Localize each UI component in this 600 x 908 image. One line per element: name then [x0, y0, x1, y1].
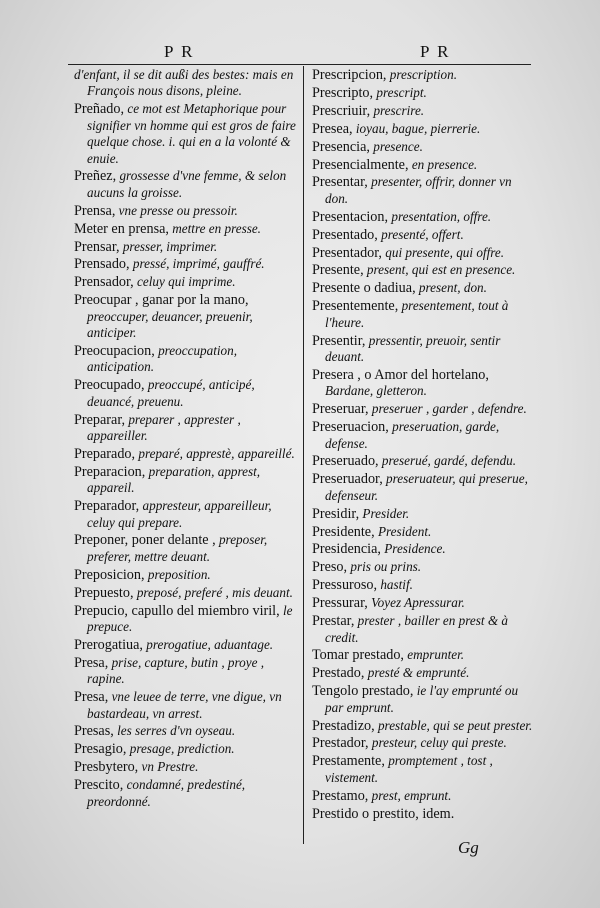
dictionary-entry: [312, 174, 534, 207]
entry-headword: Prepucio, capullo del miembro viril,: [74, 602, 280, 619]
entry-translation: ce mot est Metaphorique pour signifier vn homme qui est gros de faire quelque chose. i. qui en a la volonté & enuie.: [87, 101, 296, 166]
entry-headword: Preseruar,: [312, 401, 369, 418]
entry-headword: Presencialmente,: [312, 156, 409, 173]
entry-translation: preseruation, garde, defense.: [325, 419, 500, 451]
dictionary-entry: [312, 139, 534, 155]
entry-translation: prescrire.: [370, 102, 425, 118]
dictionary-entry: [312, 471, 534, 504]
entry-headword: Prescriuir,: [312, 102, 371, 119]
dictionary-entry: [312, 595, 534, 611]
entry-translation: presage, prediction.: [126, 741, 235, 757]
dictionary-entry: [312, 559, 534, 575]
dictionary-entry: [74, 603, 296, 636]
entry-translation: ie l'ay emprunté ou par emprunt.: [325, 683, 519, 715]
entry-headword: Pressuroso,: [312, 577, 378, 594]
dictionary-entry: [312, 665, 534, 681]
dictionary-entry: [74, 377, 296, 410]
entry-headword: Preñez,: [74, 168, 117, 185]
dictionary-entry: [74, 239, 296, 255]
dictionary-entry: [312, 67, 534, 83]
entry-translation: mettre en presse.: [168, 220, 261, 236]
right-column: [312, 67, 534, 823]
entry-headword: Prestamente,: [312, 753, 385, 770]
entry-translation: preseruateur, qui preserue, defenseur.: [325, 471, 528, 503]
entry-translation: preparer , apprester , appareiller.: [87, 411, 241, 444]
entry-translation: le prepuce.: [87, 602, 293, 634]
entry-headword: Prestido o prestito, idem.: [312, 805, 455, 822]
entry-headword: Prensar,: [74, 238, 120, 255]
dictionary-entry: [312, 333, 534, 366]
dictionary-entry: [312, 298, 534, 331]
entry-headword: Preparar,: [74, 411, 126, 428]
entry-headword: Preso,: [312, 559, 348, 576]
entry-headword: Preparado,: [74, 445, 136, 462]
entry-translation: presenter, offrir, donner vn don.: [325, 174, 512, 206]
dictionary-entry: [312, 367, 534, 400]
entry-translation: grossesse d'vne femme, & selon aucuns la groisse.: [87, 168, 287, 200]
entry-headword: Presbytero,: [74, 759, 139, 776]
dictionary-entry: [312, 541, 534, 557]
entry-headword: Presentador,: [312, 244, 382, 261]
entry-headword: Presente,: [312, 262, 364, 279]
entry-translation: preoccuper, deuancer, preuenir, anticiper.: [87, 308, 253, 341]
dictionary-entry: [74, 221, 296, 237]
dictionary-entry: [312, 613, 534, 646]
dictionary-entry: [312, 647, 534, 663]
entry-headword: Presa,: [74, 689, 109, 706]
entry-headword: Prestador,: [312, 735, 369, 752]
dictionary-entry: [312, 453, 534, 469]
dictionary-entry: [312, 401, 534, 417]
entry-translation: qui presente, qui offre.: [381, 244, 505, 260]
entry-translation: presté & emprunté.: [364, 665, 470, 681]
entry-headword: Prescito,: [74, 777, 124, 794]
dictionary-entry: [74, 585, 296, 601]
entry-translation: presenté, offert.: [377, 226, 464, 242]
entry-headword: Preponer, poner delante ,: [74, 532, 216, 549]
entry-headword: Prerogatiua,: [74, 636, 143, 653]
entry-headword: Preposicion,: [74, 566, 145, 583]
dictionary-entry: [312, 280, 534, 296]
dictionary-entry: [74, 567, 296, 583]
header-left: P R: [164, 42, 195, 61]
entry-translation: present, don.: [415, 280, 487, 296]
entry-translation: President.: [374, 523, 432, 539]
dictionary-entry: [312, 735, 534, 751]
entry-translation: condamné, predestiné, preordonné.: [87, 777, 246, 809]
entry-translation: presence.: [369, 138, 423, 154]
dictionary-entry: [312, 121, 534, 137]
entry-translation: en presence.: [408, 156, 478, 172]
left-column: [74, 67, 296, 811]
entry-translation: Voyez Apressurar.: [367, 595, 465, 611]
dictionary-entry: [312, 506, 534, 522]
entry-headword: Prensa,: [74, 202, 116, 219]
entry-translation: preposition.: [144, 566, 211, 582]
entry-translation: Bardane, gletteron.: [325, 383, 427, 399]
entry-headword: Prescripcion,: [312, 67, 387, 83]
entry-headword: Presa,: [74, 654, 109, 671]
dictionary-entry: [312, 103, 534, 119]
entry-headword: Preseruador,: [312, 471, 383, 488]
dictionary-entry: [312, 718, 534, 734]
dictionary-entry: [74, 446, 296, 462]
dictionary-entry: [74, 532, 296, 565]
entry-headword: Presente o dadiua,: [312, 280, 416, 297]
entry-translation: prerogatiue, aduantage.: [142, 636, 274, 652]
dictionary-entry: [312, 209, 534, 225]
dictionary-entry: [74, 292, 296, 341]
entry-headword: Presidencia,: [312, 541, 381, 558]
dictionary-entry: [74, 759, 296, 775]
dictionary-entry: [312, 788, 534, 804]
entry-headword: Presidente,: [312, 523, 375, 540]
dictionary-entry: [74, 464, 296, 497]
entry-translation: prise, capture, butin , proye , rapine.: [87, 654, 265, 687]
entry-translation: presentement, tout à l'heure.: [325, 298, 509, 330]
entry-headword: Prestamo,: [312, 787, 369, 804]
entry-headword: Preocupacion,: [74, 343, 155, 359]
entry-headword: Presagio,: [74, 741, 127, 758]
entry-translation: preposé, preferé , mis deuant.: [133, 584, 293, 600]
entry-headword: Preseruado,: [312, 453, 379, 470]
dictionary-entry: [312, 262, 534, 278]
entry-translation: hastif.: [377, 577, 413, 593]
entry-headword: Preocupado,: [74, 377, 145, 394]
entry-headword: Presentir,: [312, 332, 366, 349]
entry-translation: preseruer , garder , defendre.: [368, 401, 527, 417]
entry-headword: Presentado,: [312, 226, 378, 243]
entry-translation: prester , bailler en prest & à credit.: [325, 613, 508, 645]
entry-translation: preoccupé, anticipé, deuancé, preuenu.: [87, 377, 255, 409]
entry-translation: Presidence.: [380, 541, 446, 557]
entry-translation: d'enfant, il se dit außi des bestes: mais en François nous disons, pleine.: [74, 67, 294, 99]
entry-translation: emprunter.: [403, 647, 465, 663]
dictionary-entry: [74, 101, 296, 167]
entry-headword: Prestadizo,: [312, 717, 375, 734]
entry-headword: Tomar prestado,: [312, 647, 404, 664]
entry-translation: preoccupation, anticipation.: [87, 343, 238, 375]
entry-headword: Meter en prensa,: [74, 220, 169, 237]
dictionary-entry: [74, 498, 296, 531]
dictionary-entry: [74, 274, 296, 290]
entry-translation: prescript.: [373, 84, 427, 100]
entry-headword: Prestar,: [312, 613, 355, 630]
entry-translation: Presider.: [359, 505, 410, 521]
entry-headword: Preparacion,: [74, 463, 146, 480]
entry-translation: prest, emprunt.: [368, 787, 452, 803]
entry-translation: prestable, qui se peut prester.: [374, 717, 533, 733]
dictionary-entry: [312, 419, 534, 452]
entry-headword: Preñado,: [74, 101, 125, 118]
entry-translation: pris ou prins.: [347, 559, 422, 575]
dictionary-entry: [312, 157, 534, 173]
entry-headword: Presencia,: [312, 138, 370, 155]
entry-headword: Prestado,: [312, 665, 365, 682]
entry-translation: vn Prestre.: [138, 759, 199, 775]
dictionary-entry: [312, 524, 534, 540]
entry-headword: Prensado,: [74, 256, 130, 273]
entry-headword: Prensador,: [74, 274, 134, 291]
entry-headword: Prescripto,: [312, 84, 374, 101]
entry-headword: Prepuesto,: [74, 584, 134, 601]
entry-headword: Preseruacion,: [312, 419, 389, 436]
dictionary-entry: [74, 412, 296, 445]
dictionary-entry: [74, 67, 296, 100]
header-right: P R: [420, 42, 451, 61]
entry-translation: prescription.: [386, 67, 458, 82]
entry-translation: vne presse ou pressoir.: [115, 202, 238, 218]
dictionary-entry: [74, 168, 296, 201]
dictionary-entry: [74, 256, 296, 272]
dictionary-entry: [312, 753, 534, 786]
entry-translation: les serres d'vn oyseau.: [113, 723, 236, 739]
entry-headword: Preparador,: [74, 498, 140, 515]
entry-translation: presteur, celuy qui preste.: [368, 735, 507, 751]
dictionary-entry: [74, 741, 296, 757]
dictionary-entry: [74, 723, 296, 739]
entry-translation: preparé, apprestè, appareillé.: [135, 445, 295, 461]
dictionary-entry: [312, 683, 534, 716]
entry-translation: preserué, gardé, defendu.: [378, 453, 517, 469]
entry-translation: vne leuee de terre, vne digue, vn bastardeau, vn arrest.: [87, 689, 282, 721]
entry-translation: celuy qui imprime.: [133, 274, 236, 290]
entry-headword: Pressurar,: [312, 595, 368, 612]
entry-headword: Tengolo prestado,: [312, 683, 414, 700]
dictionary-entry: [312, 577, 534, 593]
entry-translation: pressentir, preuoir, sentir deuant.: [325, 332, 501, 364]
entry-headword: Preocupar , ganar por la mano,: [74, 292, 249, 309]
entry-translation: preparation, apprest, appareil.: [87, 463, 261, 496]
dictionary-entry: [74, 343, 296, 376]
entry-headword: Presentemente,: [312, 298, 399, 315]
entry-translation: appresteur, appareilleur, celuy qui prepare.: [87, 498, 272, 530]
running-header: [60, 42, 530, 62]
entry-headword: Presera , o Amor del hortelano,: [312, 366, 489, 383]
entry-translation: promptement , tost , vistement.: [325, 753, 493, 785]
dictionary-entry: [74, 637, 296, 653]
dictionary-entry: [74, 689, 296, 722]
dictionary-entry: [312, 85, 534, 101]
entry-headword: Presidir,: [312, 505, 360, 522]
entry-translation: pressé, imprimé, gauffré.: [129, 256, 265, 272]
entry-translation: preposer, preferer, mettre deuant.: [87, 532, 268, 564]
column-divider: [303, 66, 304, 844]
dictionary-entry: [74, 777, 296, 810]
entry-translation: ioyau, bague, pierrerie.: [352, 120, 481, 136]
entry-headword: Presea,: [312, 120, 353, 137]
dictionary-entry: [74, 655, 296, 688]
entry-translation: presser, imprimer.: [119, 238, 218, 254]
entry-headword: Presentar,: [312, 174, 368, 191]
entry-headword: Presas,: [74, 723, 114, 740]
dictionary-entry: [74, 203, 296, 219]
entry-headword: Presentacion,: [312, 208, 389, 225]
header-rule: [68, 64, 531, 65]
dictionary-entry: [312, 806, 534, 822]
entry-translation: present, qui est en presence.: [363, 262, 516, 278]
entry-translation: presentation, offre.: [388, 208, 492, 224]
dictionary-entry: [312, 245, 534, 261]
catchword: Gg: [458, 838, 479, 857]
dictionary-entry: [312, 227, 534, 243]
